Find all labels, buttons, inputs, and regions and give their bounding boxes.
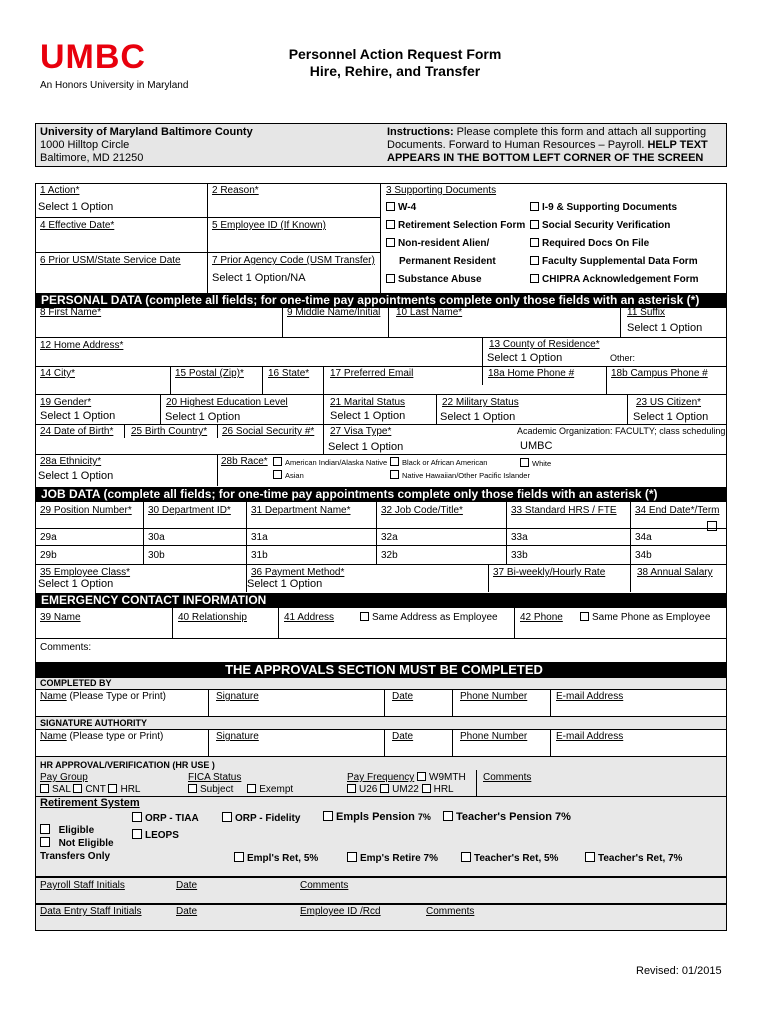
- race-asian[interactable]: Asian: [273, 470, 304, 480]
- checkbox-icon[interactable]: [73, 784, 82, 793]
- doc-faculty-supplemental[interactable]: Faculty Supplemental Data Form: [530, 256, 698, 267]
- checkbox-icon[interactable]: [234, 852, 244, 862]
- completed-email: E-mail Address: [556, 691, 624, 702]
- checkbox-icon[interactable]: [422, 784, 431, 793]
- field-18a-home-phone: 18a Home Phone #: [488, 368, 575, 379]
- field-18b-campus-phone: 18b Campus Phone #: [611, 368, 708, 379]
- field-1-action: 1 Action*: [40, 185, 80, 196]
- marital-select[interactable]: Select 1 Option: [330, 410, 406, 422]
- military-select[interactable]: Select 1 Option: [440, 411, 516, 423]
- checkbox-icon[interactable]: [247, 784, 256, 793]
- field-17-email: 17 Preferred Email: [330, 368, 414, 379]
- fica-options[interactable]: Subject Exempt: [188, 784, 293, 795]
- field-26-ssn: 26 Social Security #*: [222, 426, 315, 437]
- doc-retirement[interactable]: Retirement Selection Form: [386, 220, 525, 231]
- payroll-date: Date: [176, 880, 198, 891]
- field-12-home-address: 12 Home Address*: [40, 340, 124, 351]
- employee-class-select[interactable]: Select 1 Option: [38, 578, 114, 590]
- transfers-only: Transfers Only: [40, 851, 111, 862]
- row-32a: 32a: [381, 532, 398, 543]
- teachers-ret-5[interactable]: Teacher's Ret, 5%: [461, 852, 558, 864]
- field-39-name: 39 Name: [40, 612, 81, 623]
- sig-authority-label: SIGNATURE AUTHORITY: [40, 718, 147, 728]
- race-white[interactable]: White: [520, 458, 551, 468]
- payment-method-select[interactable]: Select 1 Option: [247, 578, 323, 590]
- field-13-county: 13 County of Residence*: [489, 339, 600, 350]
- fica-label: FICA Status: [188, 772, 242, 783]
- field-41-address: 41 Address: [284, 612, 335, 623]
- doc-i9[interactable]: I-9 & Supporting Documents: [530, 202, 677, 213]
- field-28b-race: 28b Race*: [221, 456, 268, 467]
- pay-freq-options[interactable]: U26 UM22 HRL: [347, 784, 454, 795]
- checkbox-icon[interactable]: [530, 256, 539, 265]
- teachers-ret-7[interactable]: Teacher's Ret, 7%: [585, 852, 682, 864]
- comments-label: Comments:: [40, 642, 92, 653]
- county-other: Other:: [610, 353, 636, 363]
- checkbox-icon[interactable]: [273, 470, 282, 479]
- hr-title: HR APPROVAL/VERIFICATION (HR USE ): [40, 760, 215, 770]
- row-29a: 29a: [40, 532, 57, 543]
- doc-permanent-resident: Permanent Resident: [399, 256, 496, 267]
- doc-ssn[interactable]: Social Security Verification: [530, 220, 670, 231]
- doc-chipra[interactable]: CHIPRA Acknowledgement Form: [530, 274, 699, 285]
- authority-date: Date: [392, 731, 414, 742]
- field-25-birth-country: 25 Birth Country*: [131, 426, 208, 437]
- same-phone-checkbox[interactable]: Same Phone as Employee: [580, 612, 710, 623]
- education-select[interactable]: Select 1 Option: [165, 411, 241, 423]
- checkbox-icon[interactable]: [222, 812, 232, 822]
- hr-comments: Comments: [483, 772, 532, 783]
- county-select[interactable]: Select 1 Option: [487, 352, 563, 364]
- checkbox-icon[interactable]: [132, 829, 142, 839]
- payroll-comments: Comments: [300, 880, 349, 891]
- field-16-state: 16 State*: [268, 368, 310, 379]
- field-14-city: 14 City*: [40, 368, 76, 379]
- completed-phone: Phone Number: [460, 691, 528, 702]
- row-33a: 33a: [511, 532, 528, 543]
- row-32b: 32b: [381, 550, 398, 561]
- citizen-select[interactable]: Select 1 Option: [633, 411, 709, 423]
- umbc-logo: UMBC: [40, 38, 146, 76]
- leops[interactable]: LEOPS: [132, 829, 179, 841]
- empls-pension[interactable]: Empls Pension 7%: [323, 811, 431, 823]
- eligible[interactable]: Eligible: [40, 824, 94, 836]
- checkbox-icon[interactable]: [40, 784, 49, 793]
- checkbox-icon[interactable]: [580, 612, 589, 621]
- doc-w4[interactable]: W-4: [386, 202, 416, 213]
- authority-email: E-mail Address: [556, 731, 624, 742]
- checkbox-icon[interactable]: [585, 852, 595, 862]
- form-title: Personnel Action Request Form: [288, 46, 502, 62]
- instructions-line2: Documents. Forward to Human Resources – Payroll. HELP TEXT: [387, 139, 708, 151]
- emp-retire-7[interactable]: Emp's Retire 7%: [347, 852, 438, 864]
- instructions-line3: APPEARS IN THE BOTTOM LEFT CORNER OF THE SCREEN: [387, 152, 704, 164]
- retirement-system-label: Retirement System: [40, 797, 140, 809]
- field-2-reason: 2 Reason*: [212, 185, 259, 196]
- row-34a: 34a: [635, 532, 652, 543]
- field-36-payment-method: 36 Payment Method*: [251, 567, 345, 578]
- emergency-header: EMERGENCY CONTACT INFORMATION: [35, 593, 727, 608]
- not-eligible[interactable]: Not Eligible: [40, 837, 114, 849]
- checkbox-icon[interactable]: [443, 811, 453, 821]
- field-4-effective-date: 4 Effective Date*: [40, 220, 115, 231]
- end-date-checkbox[interactable]: [707, 517, 720, 535]
- row-31b: 31b: [251, 550, 268, 561]
- field-40-relationship: 40 Relationship: [178, 612, 247, 623]
- field-30-dept-id: 30 Department ID*: [148, 505, 231, 516]
- row-30a: 30a: [148, 532, 165, 543]
- authority-name: Name (Please type or Print): [40, 731, 164, 742]
- field-20-education: 20 Highest Education Level: [166, 397, 288, 408]
- field-5-employee-id: 5 Employee ID (If Known): [212, 220, 326, 231]
- completed-signature: Signature: [216, 691, 259, 702]
- field-21-marital: 21 Marital Status: [330, 397, 406, 408]
- completed-name: Name (Please Type or Print): [40, 691, 166, 702]
- row-34b: 34b: [635, 550, 652, 561]
- field-10-last-name: 10 Last Name*: [396, 307, 463, 318]
- checkbox-icon[interactable]: [530, 220, 539, 229]
- checkbox-icon[interactable]: [530, 202, 539, 211]
- pay-group-label: Pay Group: [40, 772, 88, 783]
- checkbox-icon[interactable]: [530, 238, 539, 247]
- pay-freq-label: Pay Frequency W9MTH: [347, 772, 466, 783]
- field-9-middle-name: 9 Middle Name/Initial: [287, 307, 381, 318]
- authority-phone: Phone Number: [460, 731, 528, 742]
- authority-signature: Signature: [216, 731, 259, 742]
- visa-select[interactable]: Select 1 Option: [328, 441, 404, 453]
- academic-org: Academic Organization: FACULTY; class scheduling: [517, 426, 726, 436]
- checkbox-icon[interactable]: [347, 784, 356, 793]
- field-19-gender: 19 Gender*: [40, 397, 92, 408]
- field-37-rate: 37 Bi-weekly/Hourly Rate: [493, 567, 606, 578]
- checkbox-icon[interactable]: [323, 811, 333, 821]
- action-select[interactable]: Select 1 Option: [38, 201, 114, 213]
- field-7-prior-agency-code: 7 Prior Agency Code (USM Transfer): [212, 255, 375, 266]
- data-entry-initials: Data Entry Staff Initials: [40, 906, 142, 917]
- orp-tiaa[interactable]: ORP - TIAA: [132, 812, 199, 824]
- tagline: An Honors University in Maryland: [40, 80, 189, 91]
- completed-by-band: [36, 678, 726, 689]
- data-entry-comments: Comments: [426, 906, 475, 917]
- pay-group-options[interactable]: SAL CNT HRL: [40, 784, 140, 795]
- checkbox-icon[interactable]: [417, 772, 426, 781]
- race-am-indian[interactable]: American Indian/Alaska Native: [273, 457, 387, 467]
- checkbox-icon[interactable]: [360, 612, 369, 621]
- completed-by-label: COMPLETED BY: [40, 678, 112, 688]
- checkbox-icon[interactable]: [347, 852, 357, 862]
- checkbox-icon[interactable]: [386, 238, 395, 247]
- row-29b: 29b: [40, 550, 57, 561]
- checkbox-icon[interactable]: [520, 458, 529, 467]
- empl-ret-5[interactable]: Empl's Ret, 5%: [234, 852, 318, 864]
- agency-select[interactable]: Select 1 Option/NA: [212, 272, 306, 284]
- row-33b: 33b: [511, 550, 528, 561]
- checkbox-icon[interactable]: [386, 202, 395, 211]
- revised-date: Revised: 01/2015: [636, 965, 722, 977]
- field-35-employee-class: 35 Employee Class*: [40, 567, 131, 578]
- field-28a-ethnicity: 28a Ethnicity*: [40, 456, 102, 467]
- field-38-salary: 38 Annual Salary: [637, 567, 713, 578]
- checkbox-icon[interactable]: [40, 824, 50, 834]
- academic-org-value: UMBC: [520, 440, 553, 452]
- employee-id-rcd: Employee ID /Rcd: [300, 906, 381, 917]
- doc-required[interactable]: Required Docs On File: [530, 238, 649, 249]
- personal-data-header: PERSONAL DATA (complete all fields; for one-time pay appointments complete only those fields with an asterisk (*): [35, 293, 727, 308]
- instructions-line1: Instructions: Please complete this form and attach all supporting: [387, 126, 707, 138]
- checkbox-icon[interactable]: [132, 812, 142, 822]
- field-11-suffix: 11 Suffix: [627, 307, 665, 318]
- race-pacific[interactable]: Native Hawaiian/Other Pacific Islander: [390, 470, 530, 480]
- field-32-job-code: 32 Job Code/Title*: [381, 505, 463, 516]
- checkbox-icon[interactable]: [273, 457, 282, 466]
- checkbox-icon[interactable]: [390, 457, 399, 466]
- checkbox-icon[interactable]: [530, 274, 539, 283]
- approvals-header: THE APPROVALS SECTION MUST BE COMPLETED: [35, 662, 727, 678]
- field-22-military: 22 Military Status: [442, 397, 519, 408]
- teachers-pension[interactable]: Teacher's Pension 7%: [443, 811, 571, 823]
- race-black[interactable]: Black or African American: [390, 457, 487, 467]
- suffix-select[interactable]: Select 1 Option: [627, 322, 703, 334]
- address-line1: 1000 Hilltop Circle: [40, 139, 130, 151]
- row-30b: 30b: [148, 550, 165, 561]
- field-23-citizen: 23 US Citizen*: [636, 397, 702, 408]
- field-34-end-date: 34 End Date*/Term: [635, 505, 720, 516]
- checkbox-icon[interactable]: [188, 784, 197, 793]
- checkbox-icon[interactable]: [380, 784, 389, 793]
- gender-select[interactable]: Select 1 Option: [40, 410, 116, 422]
- address-line2: Baltimore, MD 21250: [40, 152, 144, 164]
- field-6-prior-service-date: 6 Prior USM/State Service Date: [40, 255, 181, 266]
- row-31a: 31a: [251, 532, 268, 543]
- doc-substance-abuse[interactable]: Substance Abuse: [386, 274, 482, 285]
- field-3-supporting-docs: 3 Supporting Documents: [386, 185, 497, 196]
- checkbox-icon[interactable]: [108, 784, 117, 793]
- data-entry-date: Date: [176, 906, 198, 917]
- checkbox-icon[interactable]: [40, 837, 50, 847]
- field-42-phone: 42 Phone: [520, 612, 563, 623]
- orp-fidelity[interactable]: ORP - Fidelity: [222, 812, 300, 824]
- checkbox-icon[interactable]: [386, 274, 395, 283]
- field-8-first-name: 8 First Name*: [40, 307, 102, 318]
- checkbox-icon[interactable]: [461, 852, 471, 862]
- field-29-position: 29 Position Number*: [40, 505, 132, 516]
- job-data-header: JOB DATA (complete all fields; for one-time pay appointments complete only those fields with an asterisk (*): [35, 487, 727, 502]
- checkbox-icon[interactable]: [390, 470, 399, 479]
- field-15-postal: 15 Postal (Zip)*: [175, 368, 244, 379]
- field-33-standard-hrs: 33 Standard HRS / FTE: [511, 505, 617, 516]
- completed-date: Date: [392, 691, 414, 702]
- same-address-checkbox[interactable]: Same Address as Employee: [360, 612, 498, 623]
- payroll-initials: Payroll Staff Initials: [40, 880, 125, 891]
- field-24-dob: 24 Date of Birth*: [40, 426, 114, 437]
- ethnicity-select[interactable]: Select 1 Option: [38, 470, 114, 482]
- field-27-visa: 27 Visa Type*: [330, 426, 392, 437]
- form-subtitle: Hire, Rehire, and Transfer: [309, 63, 481, 79]
- checkbox-icon[interactable]: [707, 521, 717, 531]
- doc-nonresident[interactable]: Non-resident Alien/: [386, 238, 489, 249]
- university-name: University of Maryland Baltimore County: [40, 126, 253, 138]
- field-31-dept-name: 31 Department Name*: [251, 505, 351, 516]
- checkbox-icon[interactable]: [386, 220, 395, 229]
